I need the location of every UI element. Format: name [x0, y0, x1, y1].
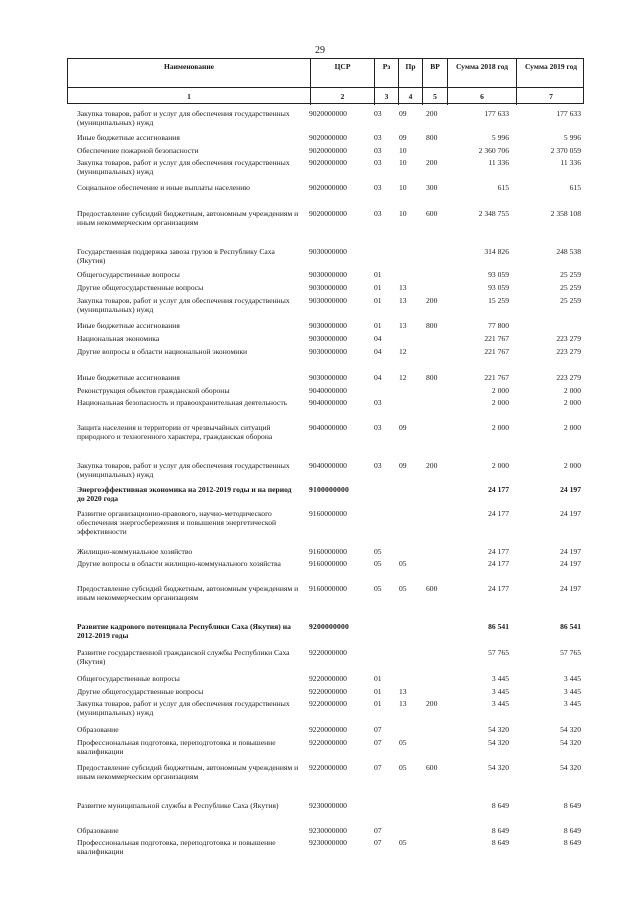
row-sum-2019: 8 649	[563, 838, 581, 847]
header-label: Наименование	[164, 62, 214, 71]
row-sum-2019: 5 996	[563, 133, 581, 142]
row-csr: 9020000000	[309, 109, 347, 118]
row-rz: 04	[374, 334, 382, 343]
row-sum-2019: 24 197	[560, 547, 581, 556]
row-sum-2018: 2 000	[491, 398, 509, 407]
row-rz: 05	[374, 584, 382, 593]
row-pr: 05	[399, 838, 407, 847]
row-rz: 01	[374, 699, 382, 708]
row-sum-2018: 5 996	[491, 133, 509, 142]
row-vr: 800	[426, 321, 438, 330]
row-sum-2018: 24 177	[488, 509, 509, 518]
row-pr: 10	[399, 158, 407, 167]
row-name: Обеспечение пожарной безопасности	[77, 146, 199, 155]
row-name: Национальная безопасность и правоохранительная деятельность	[77, 398, 288, 407]
header-label: Пр	[405, 62, 416, 71]
header-col-csr	[310, 59, 374, 105]
row-csr: 9220000000	[309, 699, 347, 708]
row-sum-2019: 25 259	[560, 283, 581, 292]
row-sum-2018: 54 320	[488, 738, 509, 747]
row-csr: 9040000000	[309, 386, 347, 395]
row-vr: 800	[426, 133, 438, 142]
row-name: Энергоэффективная экономика на 2012-2019 годы и на период до 2020 года	[77, 485, 292, 503]
row-csr: 9040000000	[309, 423, 347, 432]
row-sum-2018: 221 767	[484, 373, 509, 382]
row-sum-2019: 24 197	[560, 559, 581, 568]
row-sum-2018: 86 541	[488, 622, 509, 631]
row-sum-2018: 54 320	[488, 763, 509, 772]
row-name: Предоставление субсидий бюджетным, автономным учреждениям и иным некоммерческим организациям	[77, 584, 299, 602]
row-sum-2018: 2 000	[491, 386, 509, 395]
row-name: Национальная экономика	[77, 334, 160, 343]
row-sum-2018: 8 649	[491, 826, 509, 835]
row-rz: 07	[374, 826, 382, 835]
row-sum-2018: 24 177	[488, 547, 509, 556]
row-csr: 9220000000	[309, 763, 347, 772]
row-sum-2019: 2 000	[563, 423, 581, 432]
row-sum-2019: 54 320	[560, 725, 581, 734]
header-col-sum-2018	[447, 59, 516, 105]
row-name: Развитие кадрового потенциала Республики Саха (Якутия) на 2012-2019 годы	[77, 622, 291, 640]
header-number: 1	[187, 92, 191, 101]
row-name: Развитие государственной гражданской службы Республики Саха (Якутия)	[77, 648, 290, 666]
row-sum-2019: 223 279	[556, 347, 581, 356]
row-name: Профессиональная подготовка, переподготовка и повышение квалификации	[77, 838, 276, 856]
header-number: 4	[408, 92, 413, 101]
row-sum-2018: 221 767	[484, 334, 509, 343]
row-csr: 9030000000	[309, 283, 347, 292]
row-csr: 9020000000	[309, 209, 347, 218]
page-number: 29	[315, 45, 325, 56]
row-pr: 05	[399, 738, 407, 747]
row-rz: 03	[374, 146, 382, 155]
row-sum-2018: 3 445	[491, 687, 509, 696]
row-csr: 9220000000	[309, 725, 347, 734]
row-sum-2019: 3 445	[563, 699, 581, 708]
header-label: Сумма 2019 год	[524, 62, 578, 71]
row-sum-2019: 8 649	[563, 826, 581, 835]
row-sum-2019: 3 445	[563, 687, 581, 696]
header-col-pr	[398, 59, 422, 105]
row-csr: 9230000000	[309, 838, 347, 847]
row-sum-2018: 57 765	[488, 648, 509, 657]
row-csr: 9160000000	[309, 547, 347, 556]
row-csr: 9230000000	[309, 801, 347, 810]
row-name: Другие вопросы в области жилищно-коммунального хозяйства	[77, 559, 281, 568]
row-sum-2018: 24 177	[488, 584, 509, 593]
row-sum-2019: 2 370 059	[550, 146, 581, 155]
row-sum-2018: 2 000	[491, 423, 509, 432]
row-pr: 09	[399, 109, 407, 118]
header-number: 6	[480, 92, 484, 101]
row-sum-2018: 8 649	[491, 801, 509, 810]
row-csr: 9030000000	[309, 247, 347, 256]
row-name: Социальное обеспечение и иные выплаты населению	[77, 183, 250, 192]
row-csr: 9030000000	[309, 296, 347, 305]
row-sum-2018: 2 000	[491, 461, 509, 470]
row-csr: 9030000000	[309, 270, 347, 279]
row-rz: 05	[374, 559, 382, 568]
row-sum-2018: 3 445	[491, 699, 509, 708]
row-csr: 9040000000	[309, 461, 347, 470]
row-sum-2019: 25 259	[560, 296, 581, 305]
row-csr: 9160000000	[309, 509, 347, 518]
row-sum-2018: 93 059	[488, 270, 509, 279]
row-name: Закупка товаров, работ и услуг для обеспечения государственных (муниципальных) нужд	[77, 296, 290, 314]
row-sum-2019: 86 541	[560, 622, 581, 631]
row-pr: 10	[399, 183, 407, 192]
row-pr: 13	[399, 699, 407, 708]
row-sum-2019: 223 279	[556, 334, 581, 343]
row-name: Другие общегосударственные вопросы	[77, 687, 204, 696]
row-name: Иные бюджетные ассигнования	[77, 133, 180, 142]
row-csr: 9020000000	[309, 133, 347, 142]
row-csr: 9220000000	[309, 674, 347, 683]
row-sum-2019: 223 279	[556, 373, 581, 382]
row-vr: 800	[426, 373, 438, 382]
row-name: Закупка товаров, работ и услуг для обеспечения государственных (муниципальных) нужд	[77, 158, 290, 176]
row-sum-2019: 248 538	[556, 247, 581, 256]
row-rz: 05	[374, 547, 382, 556]
row-vr: 200	[426, 158, 438, 167]
row-rz: 01	[374, 674, 382, 683]
row-name: Жилищно-коммунальное хозяйство	[77, 547, 193, 556]
row-sum-2019: 615	[569, 183, 581, 192]
row-name: Иные бюджетные ассигнования	[77, 321, 180, 330]
row-rz: 04	[374, 347, 382, 356]
row-pr: 05	[399, 559, 407, 568]
row-vr: 200	[426, 699, 438, 708]
header-number: 2	[340, 92, 345, 101]
row-sum-2019: 24 197	[560, 485, 581, 494]
row-csr: 9200000000	[309, 622, 349, 631]
row-rz: 03	[374, 423, 382, 432]
row-sum-2018: 314 826	[484, 247, 509, 256]
row-pr: 09	[399, 133, 407, 142]
row-sum-2018: 615	[497, 183, 509, 192]
row-rz: 03	[374, 109, 382, 118]
row-rz: 01	[374, 687, 382, 696]
row-name: Иные бюджетные ассигнования	[77, 373, 180, 382]
row-sum-2019: 177 633	[556, 109, 581, 118]
row-rz: 03	[374, 209, 382, 218]
row-vr: 600	[426, 763, 438, 772]
row-csr: 9020000000	[309, 183, 347, 192]
row-rz: 07	[374, 763, 382, 772]
row-name: Защита населения и территории от чрезвычайных ситуаций природного и техногенного характера, гражданская оборона	[77, 423, 273, 441]
row-pr: 13	[399, 296, 407, 305]
row-name: Общегосударственные вопросы	[77, 674, 180, 683]
row-sum-2018: 8 649	[491, 838, 509, 847]
row-vr: 200	[426, 296, 438, 305]
row-rz: 07	[374, 725, 382, 734]
row-sum-2019: 11 336	[560, 158, 581, 167]
row-name: Образование	[77, 826, 119, 835]
row-name: Предоставление субсидий бюджетным, автономным учреждениям и иным некоммерческим организациям	[77, 209, 299, 227]
row-pr: 05	[399, 584, 407, 593]
row-csr: 9220000000	[309, 687, 347, 696]
row-name: Другие вопросы в области национальной экономики	[77, 347, 248, 356]
header-number: 3	[384, 92, 389, 101]
row-sum-2018: 3 445	[491, 674, 509, 683]
row-sum-2018: 2 360 706	[478, 146, 509, 155]
row-csr: 9020000000	[309, 158, 347, 167]
row-name: Закупка товаров, работ и услуг для обеспечения государственных (муниципальных) нужд	[77, 699, 290, 717]
row-sum-2019: 2 000	[563, 398, 581, 407]
row-rz: 01	[374, 270, 382, 279]
row-csr: 9040000000	[309, 398, 347, 407]
row-name: Общегосударственные вопросы	[77, 270, 180, 279]
header-label: Рз	[382, 62, 391, 71]
row-csr: 9100000000	[309, 485, 349, 494]
row-csr: 9020000000	[309, 146, 347, 155]
row-csr: 9220000000	[309, 648, 347, 657]
table-header	[67, 58, 584, 104]
row-rz: 03	[374, 461, 382, 470]
row-csr: 9030000000	[309, 347, 347, 356]
row-sum-2019: 57 765	[560, 648, 581, 657]
row-csr: 9160000000	[309, 559, 347, 568]
header-label: ЦСР	[334, 62, 351, 71]
row-sum-2018: 221 767	[484, 347, 509, 356]
row-rz: 07	[374, 738, 382, 747]
row-rz: 03	[374, 133, 382, 142]
row-sum-2018: 24 177	[488, 559, 509, 568]
header-col-name	[68, 59, 310, 105]
row-sum-2019: 54 320	[560, 763, 581, 772]
row-sum-2019: 54 320	[560, 738, 581, 747]
row-name: Образование	[77, 725, 119, 734]
row-vr: 300	[426, 183, 438, 192]
row-sum-2018: 54 320	[488, 725, 509, 734]
row-pr: 13	[399, 321, 407, 330]
row-name: Развитие муниципальной службы в Республике Саха (Якутия)	[77, 801, 279, 810]
row-sum-2018: 15 259	[488, 296, 509, 305]
row-sum-2019: 2 358 108	[550, 209, 581, 218]
row-pr: 09	[399, 461, 407, 470]
row-name: Предоставление субсидий бюджетным, автономным учреждениям и иным некоммерческим организациям	[77, 763, 299, 781]
row-vr: 600	[426, 584, 438, 593]
row-pr: 13	[399, 283, 407, 292]
row-rz: 01	[374, 283, 382, 292]
row-vr: 200	[426, 461, 438, 470]
row-rz: 03	[374, 158, 382, 167]
row-name: Реконструкция объектов гражданской обороны	[77, 386, 230, 395]
row-name: Профессиональная подготовка, переподготовка и повышение квалификации	[77, 738, 276, 756]
row-pr: 10	[399, 146, 407, 155]
header-col-vr	[422, 59, 447, 105]
row-sum-2018: 77 800	[488, 321, 509, 330]
header-col-rz	[374, 59, 398, 105]
row-csr: 9030000000	[309, 321, 347, 330]
row-pr: 13	[399, 687, 407, 696]
row-sum-2019: 2 000	[563, 461, 581, 470]
header-col-sum-2019	[516, 59, 585, 105]
row-sum-2019: 3 445	[563, 674, 581, 683]
row-sum-2018: 93 059	[488, 283, 509, 292]
row-name: Государственная поддержка завоза грузов в Республику Саха (Якутия)	[77, 247, 275, 265]
row-pr: 09	[399, 423, 407, 432]
row-name: Закупка товаров, работ и услуг для обеспечения государственных (муниципальных) нужд	[77, 461, 290, 479]
row-csr: 9160000000	[309, 584, 347, 593]
row-pr: 05	[399, 763, 407, 772]
row-name: Развитие организационно-правового, научно-методического обеспечения энергосбережения и повышения энергетической эффективности	[77, 509, 277, 536]
row-pr: 12	[399, 373, 407, 382]
row-sum-2018: 177 633	[484, 109, 509, 118]
row-sum-2019: 25 259	[560, 270, 581, 279]
row-vr: 200	[426, 109, 438, 118]
row-sum-2019: 8 649	[563, 801, 581, 810]
row-rz: 03	[374, 398, 382, 407]
row-csr: 9030000000	[309, 334, 347, 343]
row-rz: 04	[374, 373, 382, 382]
row-pr: 10	[399, 209, 407, 218]
row-csr: 9220000000	[309, 738, 347, 747]
header-number: 7	[549, 92, 553, 101]
row-sum-2018: 24 177	[488, 485, 509, 494]
header-divider	[68, 87, 583, 88]
header-label: ВР	[430, 62, 440, 71]
row-sum-2019: 2 000	[563, 386, 581, 395]
row-rz: 01	[374, 296, 382, 305]
row-name: Закупка товаров, работ и услуг для обеспечения государственных (муниципальных) нужд	[77, 109, 290, 127]
row-vr: 600	[426, 209, 438, 218]
row-csr: 9230000000	[309, 826, 347, 835]
row-sum-2018: 2 348 755	[478, 209, 509, 218]
row-sum-2018: 11 336	[488, 158, 509, 167]
row-rz: 03	[374, 183, 382, 192]
row-name: Другие общегосударственные вопросы	[77, 283, 204, 292]
row-pr: 12	[399, 347, 407, 356]
header-number: 5	[433, 92, 437, 101]
row-rz: 01	[374, 321, 382, 330]
row-sum-2019: 24 197	[560, 509, 581, 518]
row-sum-2019: 24 197	[560, 584, 581, 593]
row-csr: 9030000000	[309, 373, 347, 382]
header-label: Сумма 2018 год	[455, 62, 509, 71]
row-rz: 07	[374, 838, 382, 847]
